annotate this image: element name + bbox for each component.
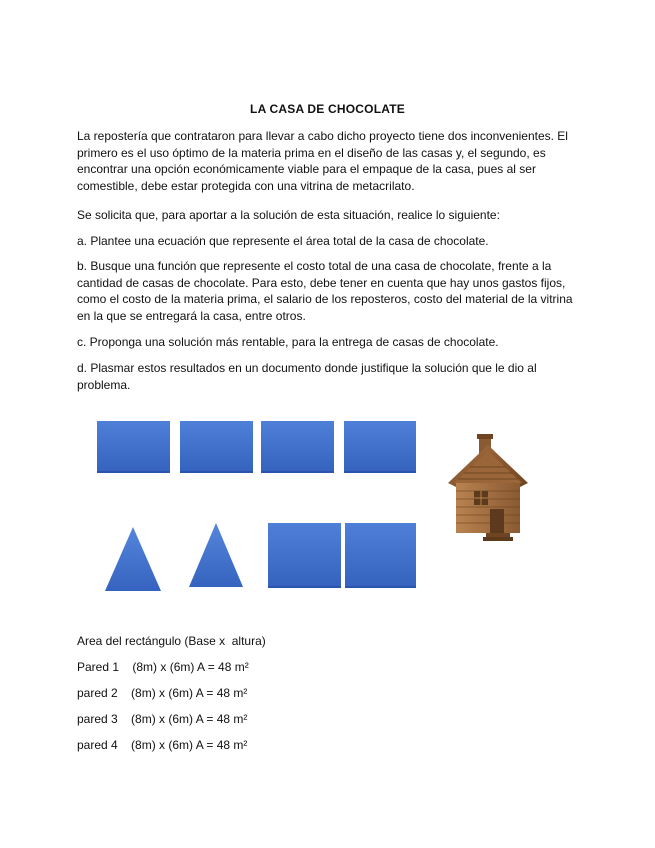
wall-rectangle bbox=[180, 421, 253, 473]
wall-4-calculation: pared 4 (8m) x (6m) A = 48 m² bbox=[77, 738, 248, 752]
wall-1-calculation: Pared 1 (8m) x (6m) A = 48 m² bbox=[77, 660, 249, 674]
item-d: d. Plasmar estos resultados en un documento donde justifique la solución que le dio al problema. bbox=[77, 361, 537, 392]
wall-rectangle bbox=[97, 421, 170, 473]
wall-2-calculation: pared 2 (8m) x (6m) A = 48 m² bbox=[77, 686, 248, 700]
item-b: b. Busque una función que represente el costo total de una casa de chocolate, frente a la cantidad de casas de chocolate. Para esto, debe tener en cuenta que hay unos gastos fijos, como el costo de la materia prima, el salario de los reposteros, costo del material de la vitrina en la que se entregará la casa, entre otros. bbox=[77, 259, 573, 323]
request-paragraph: Se solicita que, para aportar a la solución de esta situación, realice lo siguiente: bbox=[77, 208, 500, 222]
gable-triangle bbox=[104, 526, 162, 592]
roof-rectangle bbox=[268, 523, 341, 588]
wall-rectangle bbox=[261, 421, 334, 473]
item-c: c. Proponga una solución más rentable, para la entrega de casas de chocolate. bbox=[77, 335, 499, 349]
wall-3-calculation: pared 3 (8m) x (6m) A = 48 m² bbox=[77, 712, 248, 726]
roof-rectangle bbox=[345, 523, 416, 588]
chocolate-house-image bbox=[446, 431, 530, 543]
gable-triangle bbox=[188, 522, 244, 588]
wall-rectangle bbox=[344, 421, 416, 473]
area-heading: Area del rectángulo (Base x altura) bbox=[77, 634, 266, 648]
item-a: a. Plantee una ecuación que represente el área total de la casa de chocolate. bbox=[77, 234, 489, 248]
intro-paragraph: La repostería que contrataron para llevar a cabo dicho proyecto tiene dos inconvenientes. El primero es el uso óptimo de la materia prima en el diseño de las casas y, el segundo, es encontrar una opción económicamente viable para el empaque de la casa, pues al ser comestible, debe estar protegida con una vitrina de metacrilato. bbox=[77, 129, 568, 193]
document-title: LA CASA DE CHOCOLATE bbox=[250, 102, 405, 116]
